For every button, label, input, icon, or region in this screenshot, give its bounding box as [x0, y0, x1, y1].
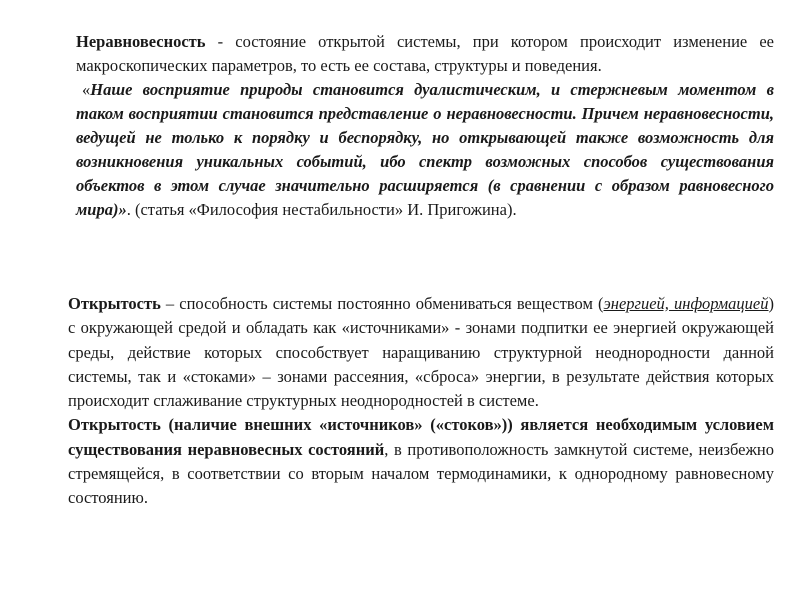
openness-condition [68, 413, 774, 510]
openness-condition-bold: Открытость (наличие внешних «источников» («стоков»)) является необходимым условием существования неравновесных состояний [68, 415, 774, 459]
prigogine-quote-paragraph [76, 78, 774, 222]
openness-section [68, 292, 774, 511]
openness-definition [68, 292, 774, 413]
openness-text-a: – способность системы постоянно обмениваться веществом ( [160, 294, 604, 313]
prigogine-quote: Наше восприятие природы становится дуалистическим, и стержневым моментом в таком восприятии становится представление о неравновесности. Причем неравновесности, ведущей не только к порядку и беспорядку, но открывающей также возможность для возникновения уникальных событий, ибо спектр возможных способов существования объектов в этом случае значительно расширяется (в сравнении с образом равновесного мира)» [76, 80, 774, 219]
openness-text-b: ) с окружающей средой и обладать как «источниками» - зонами подпитки ее энергией окружающей среды, действие которых способствует наращиванию структурной неоднородности данной системы, так и «стоками» – зонами рассеяния, «сброса» энергии, в результате действия которых происходит сглаживание структурных неоднородностей в системе. [68, 294, 774, 411]
quote-source: . (статья «Философия нестабильности» И. Пригожина). [126, 200, 517, 219]
nonequilibrium-section [76, 30, 774, 222]
energy-information-link[interactable]: энергией, информацией [603, 294, 769, 313]
nonequilibrium-definition [76, 30, 774, 78]
nonequilibrium-definition-text: - состояние открытой системы, при котором происходит изменение ее макроскопических параметров, то есть ее состава, структуры и поведения. [76, 32, 774, 75]
nonequilibrium-term: Неравновесность [76, 32, 206, 51]
openness-condition-text: , в противоположность замкнутой системе, неизбежно стремящейся, в соответствии со вторым началом термодинамики, к однородному равновесному состоянию. [68, 439, 774, 508]
quote-open-mark: « [82, 80, 91, 99]
openness-term: Открытость [68, 294, 161, 313]
